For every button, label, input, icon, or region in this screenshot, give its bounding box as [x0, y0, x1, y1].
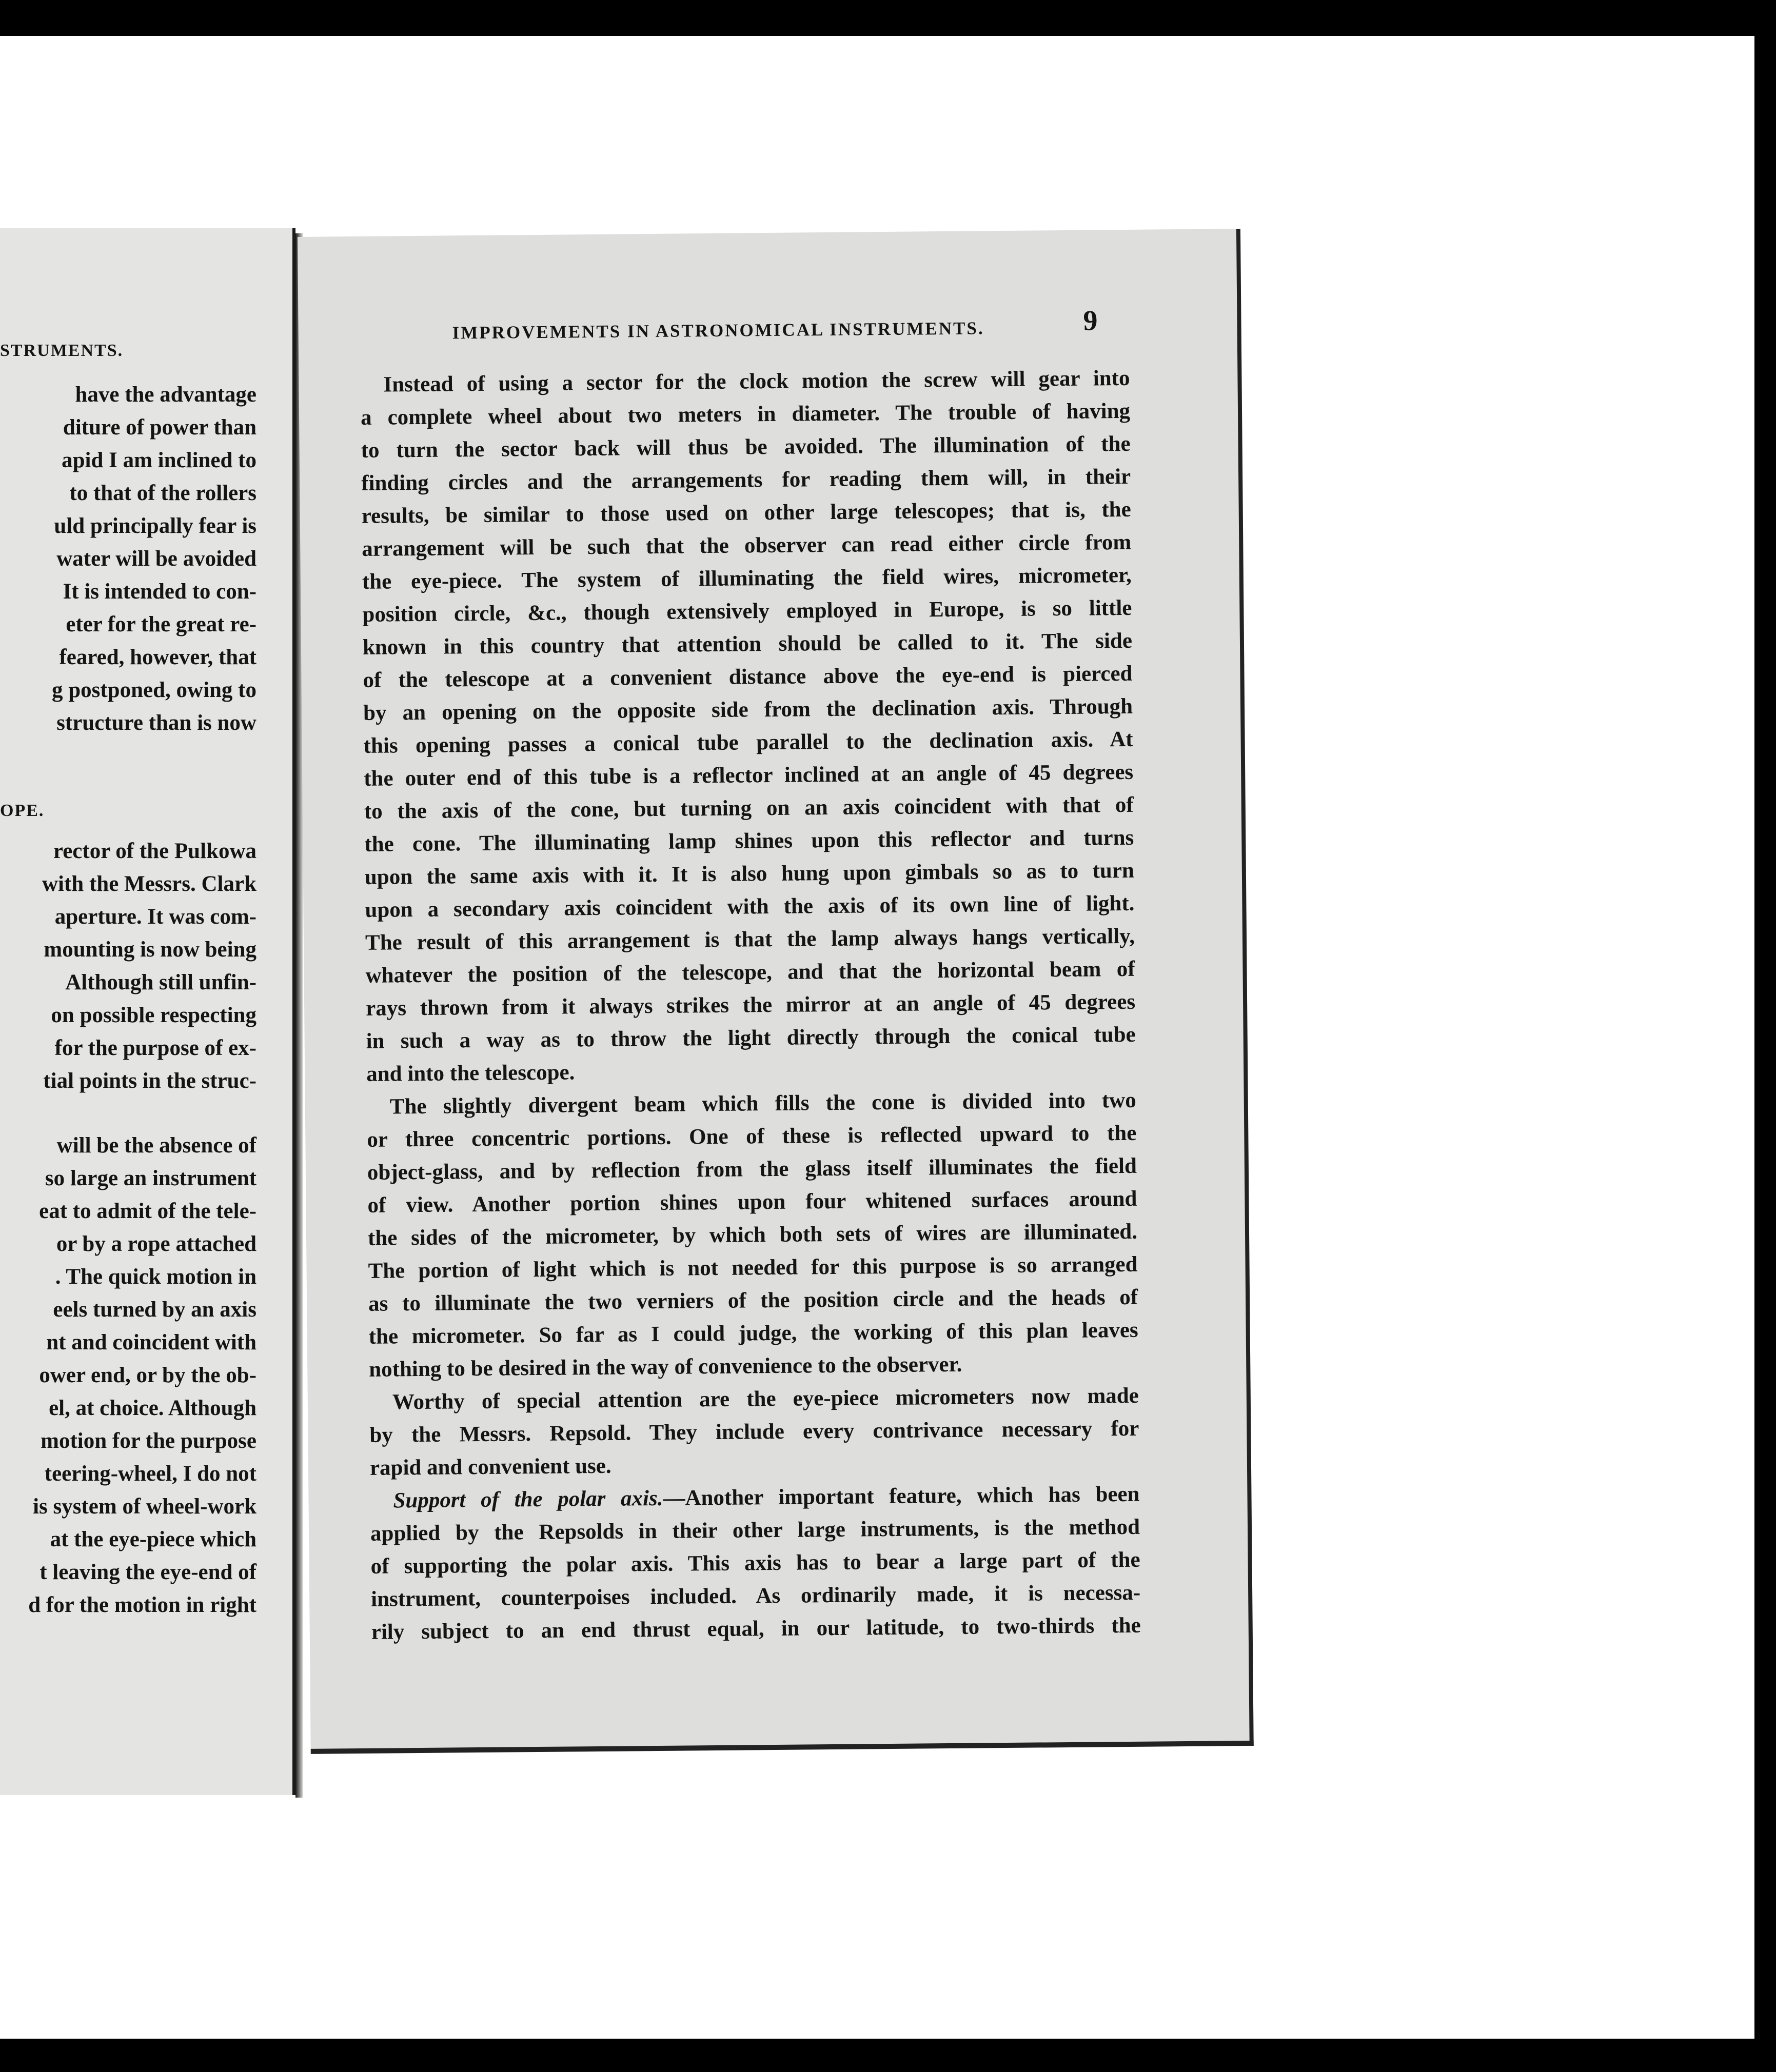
body-line: position circle, &c., though extensively employed in Europe, is so little — [362, 595, 1132, 627]
body-line: by the Messrs. Repsold. They include every contrivance necessary for — [369, 1416, 1139, 1447]
scan-border-bottom — [0, 2039, 1776, 2072]
left-page-line: is system of wheel-work — [33, 1495, 256, 1519]
left-page-line: Although still unfin- — [65, 970, 256, 994]
left-page-line: aperture. It was com- — [54, 905, 256, 929]
body-line: and into the telescope. — [366, 1060, 575, 1086]
body-line: rily subject to an end thrust equal, in our latitude, to two-thirds the — [371, 1613, 1141, 1644]
body-line: to the axis of the cone, but turning on an axis coincident with that of — [364, 792, 1134, 824]
left-page-line: will be the absence of — [56, 1133, 256, 1158]
body-line: results, be similar to those used on other large telescopes; that is, the — [361, 497, 1131, 528]
body-line: nothing to be desired in the way of convenience to the observer. — [369, 1352, 962, 1382]
left-page — [0, 228, 295, 1795]
body-line: upon the same axis with it. It is also hung upon gimbals so as to turn — [364, 858, 1135, 889]
body-line: whatever the position of the telescope, and that the horizontal beam of — [365, 957, 1135, 988]
left-page-line: el, at choice. Although — [49, 1396, 256, 1420]
left-page-line: structure than is now — [56, 711, 256, 735]
body-line: known in this country that attention should be called to it. The side — [362, 628, 1133, 660]
left-page-section-heading: OPE. — [0, 801, 45, 820]
left-page-line: mounting is now being — [44, 938, 256, 962]
left-page-line: eter for the great re- — [66, 612, 256, 636]
body-line: rays thrown from it always strikes the mirror at an angle of 45 degrees — [365, 989, 1136, 1021]
body-line: finding circles and the arrangements for reading them will, in their — [361, 464, 1131, 495]
body-line: upon a secondary axis coincident with the axis of its own line of light. — [365, 891, 1135, 922]
scan-border-top — [0, 0, 1776, 36]
body-line: rapid and convenient use. — [369, 1453, 611, 1480]
running-header: IMPROVEMENTS IN ASTRONOMICAL INSTRUMENTS. — [452, 318, 984, 343]
left-page-line: . The quick motion in — [55, 1265, 256, 1289]
left-page-line: on possible respecting — [51, 1003, 256, 1027]
left-page-line: ower end, or by the ob- — [39, 1363, 256, 1387]
left-page-running-header: STRUMENTS. — [0, 341, 124, 360]
left-page-line: rector of the Pulkowa — [53, 839, 256, 863]
body-line: the outer end of this tube is a reflector inclined at an angle of 45 degrees — [364, 760, 1134, 791]
body-line: as to illuminate the two verniers of the position circle and the heads of — [368, 1285, 1138, 1316]
body-line: or three concentric portions. One of these is reflected upward to the — [367, 1121, 1137, 1152]
body-line: The result of this arrangement is that the lamp always hangs vertically, — [365, 924, 1135, 955]
body-line: the cone. The illuminating lamp shines upon this reflector and turns — [364, 825, 1134, 856]
left-page-line: for the purpose of ex- — [54, 1036, 256, 1060]
body-line-continuation: —Another important feature, which has been — [663, 1482, 1140, 1510]
right-page — [298, 229, 1254, 1754]
left-page-line: have the advantage — [75, 383, 256, 407]
left-page-line: uld principally fear is — [54, 514, 256, 538]
left-page-line: with the Messrs. Clark — [42, 872, 256, 896]
left-page-line: feared, however, that — [59, 645, 256, 669]
body-line: of supporting the polar axis. This axis has to bear a large part of the — [370, 1547, 1140, 1579]
body-line: of the telescope at a convenient distance above the eye-end is pierced — [363, 661, 1133, 692]
left-page-line: apid I am inclined to — [62, 448, 256, 472]
body-line: applied by the Repsolds in their other large instruments, is the method — [370, 1515, 1140, 1546]
section-title-italic: Support of the polar axis. — [393, 1486, 663, 1513]
body-line: of view. Another portion shines upon four whitened surfaces around — [367, 1186, 1137, 1218]
body-line: a complete wheel about two meters in diameter. The trouble of having — [360, 399, 1131, 430]
body-line: Worthy of special attention are the eye-piece micrometers now made — [392, 1383, 1139, 1414]
left-page-line: nt and coincident with — [46, 1330, 256, 1354]
body-line: the eye-piece. The system of illuminating the field wires, micrometer, — [362, 563, 1132, 594]
left-page-line: or by a rope attached — [56, 1232, 256, 1256]
left-page-line: It is intended to con- — [63, 580, 256, 604]
body-line: arrangement will be such that the observer can read either circle from — [362, 530, 1132, 561]
body-line: The portion of light which is not needed for this purpose is so arranged — [368, 1252, 1138, 1283]
left-page-line: g postponed, owing to — [51, 678, 256, 702]
body-line — [393, 1483, 1139, 1512]
body-line: the micrometer. So far as I could judge, the working of this plan leaves — [368, 1318, 1138, 1349]
left-page-line: tial points in the struc- — [43, 1069, 256, 1093]
left-page-line: so large an instrument — [45, 1166, 256, 1190]
scan-border-right — [1754, 0, 1776, 2072]
left-page-line: t leaving the eye-end of — [40, 1560, 256, 1584]
body-line: Instead of using a sector for the clock motion the screw will gear into — [383, 366, 1130, 397]
body-line: by an opening on the opposite side from the declination axis. Through — [363, 694, 1133, 725]
left-page-line: motion for the purpose — [41, 1429, 256, 1453]
body-line: The slightly divergent beam which fills the cone is divided into two — [389, 1088, 1136, 1119]
body-line: object-glass, and by reflection from the glass itself illuminates the field — [367, 1153, 1137, 1185]
left-page-line: eat to admit of the tele- — [39, 1199, 256, 1223]
body-line: instrument, counterpoises included. As ordinarily made, it is necessa- — [370, 1580, 1141, 1611]
left-page-line: teering-wheel, I do not — [44, 1462, 256, 1486]
left-page-line: water will be avoided — [56, 547, 256, 571]
left-page-line: at the eye-piece which — [50, 1527, 256, 1551]
body-line: in such a way as to throw the light directly through the conical tube — [366, 1022, 1136, 1053]
left-page-line: d for the motion in right — [28, 1593, 256, 1617]
page-number: 9 — [1083, 305, 1098, 337]
body-line: the sides of the micrometer, by which both sets of wires are illuminated. — [367, 1219, 1138, 1250]
body-line: this opening passes a conical tube parallel to the declination axis. At — [363, 727, 1133, 758]
left-page-line: eels turned by an axis — [53, 1298, 256, 1322]
left-page-line: to that of the rollers — [69, 481, 256, 505]
left-page-line: diture of power than — [63, 415, 256, 440]
body-line: to turn the sector back will thus be avoided. The illumination of the — [361, 431, 1131, 463]
